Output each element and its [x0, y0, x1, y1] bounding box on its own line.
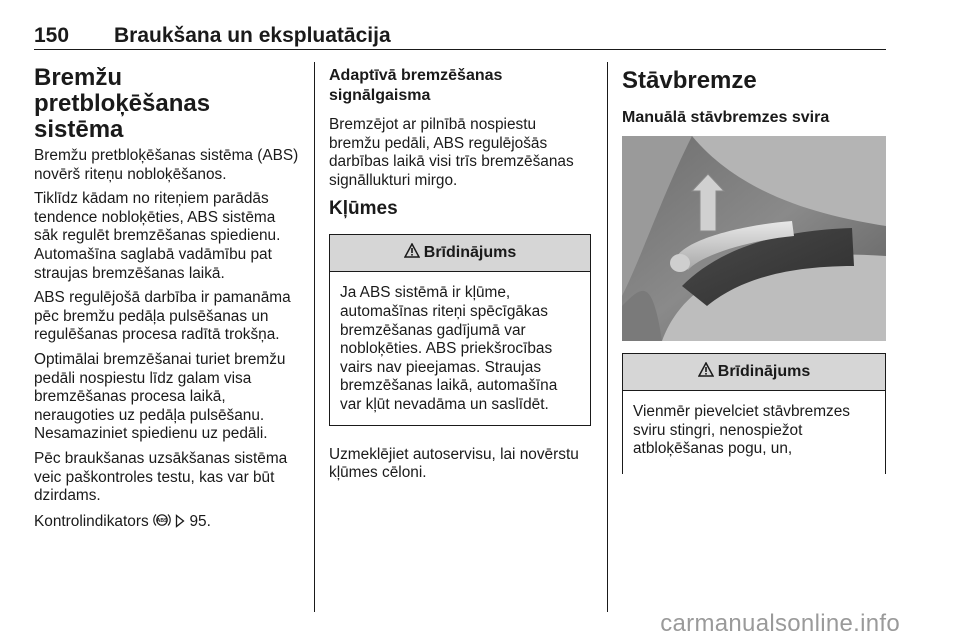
column-divider	[607, 62, 608, 612]
warning-triangle-icon	[404, 243, 420, 263]
warning-text: Vienmēr pievelciet stāvbremzes sviru stingri, nenospiežot atbloķēšanas pogu, un,	[633, 403, 850, 458]
section-heading: Stāvbremze	[622, 67, 757, 94]
paragraph: Tiklīdz kādam no riteņiem parādās tendence nobloķēties, ABS sistēma sāk regulēt bremzēšanas spiedienu. Automašīna saglabā vadāmību pat straujas bremzēšanas laikā.	[34, 190, 281, 282]
parking-brake-lever-image	[622, 136, 886, 341]
column-adaptive-brake-light	[329, 60, 591, 489]
indicator-page-ref: 95.	[189, 512, 211, 530]
paragraph: Pēc braukšanas uzsākšanas sistēma veic paškontroles testu, kas var būt dzirdams.	[34, 449, 288, 505]
paragraph: ABS regulējošā darbība ir pamanāma pēc bremžu pedāļa pulsēšanas un regulēšanas procesa radītā trokšņa.	[34, 289, 291, 344]
warning-header	[330, 235, 590, 272]
page-reference-icon	[175, 514, 185, 534]
warning-box	[329, 234, 591, 425]
paragraph: Bremžu pretbloķēšanas sistēma (ABS) novērš riteņu nobloķēšanos.	[34, 147, 299, 183]
paragraph: Optimālai bremzēšanai turiet bremžu pedāli nospiestu līdz galam visa bremzēšanas procesa laikā, neraugoties uz pedāļa pulsēšanu. Nesamaziniet spiedienu uz pedāli.	[34, 350, 286, 443]
subheading: Manuālā stāvbremzes svira	[622, 109, 830, 126]
running-title: Braukšana un ekspluatācija	[114, 24, 391, 47]
svg-text:ABS: ABS	[156, 517, 168, 524]
column-parking-brake	[622, 60, 886, 474]
indicator-line	[34, 512, 302, 534]
warning-box	[622, 353, 886, 474]
warning-header	[623, 354, 885, 391]
abs-warning-icon	[153, 512, 171, 534]
indicator-label: Kontrolindikators	[34, 512, 149, 530]
section-heading: Bremžu pretbloķēšanas sistēma	[34, 64, 211, 143]
subheading: Kļūmes	[329, 198, 398, 220]
column-abs	[34, 60, 302, 539]
page-number: 150	[34, 24, 70, 47]
section-heading: Adaptīvā bremzēšanas signālgaisma	[329, 67, 503, 104]
paragraph: Uzmeklējiet autoservisu, lai novērstu kļūmes cēloni.	[329, 445, 579, 482]
paragraph: Bremzējot ar pilnībā nospiestu bremžu pedāli, ABS regulējošās darbības laikā visi trīs bremzēšanas signāllukturi mirgo.	[329, 116, 574, 189]
header-rule	[34, 49, 886, 50]
watermark: carmanualsonline.info	[660, 610, 900, 637]
warning-triangle-icon	[698, 362, 714, 382]
warning-text: Ja ABS sistēmā ir kļūme, automašīnas riteņi spēcīgākas bremzēšanas gadījumā var nobloķēties. ABS priekšrocības vairs nav pieejamas. Straujas bremzēšanas laikā, automašīna var kļūt nevadāma un saslīdēt.	[340, 284, 558, 413]
warning-title: Brīdinājums	[717, 363, 811, 380]
column-divider	[314, 62, 315, 612]
warning-title: Brīdinājums	[423, 244, 517, 262]
page-header	[34, 24, 886, 50]
